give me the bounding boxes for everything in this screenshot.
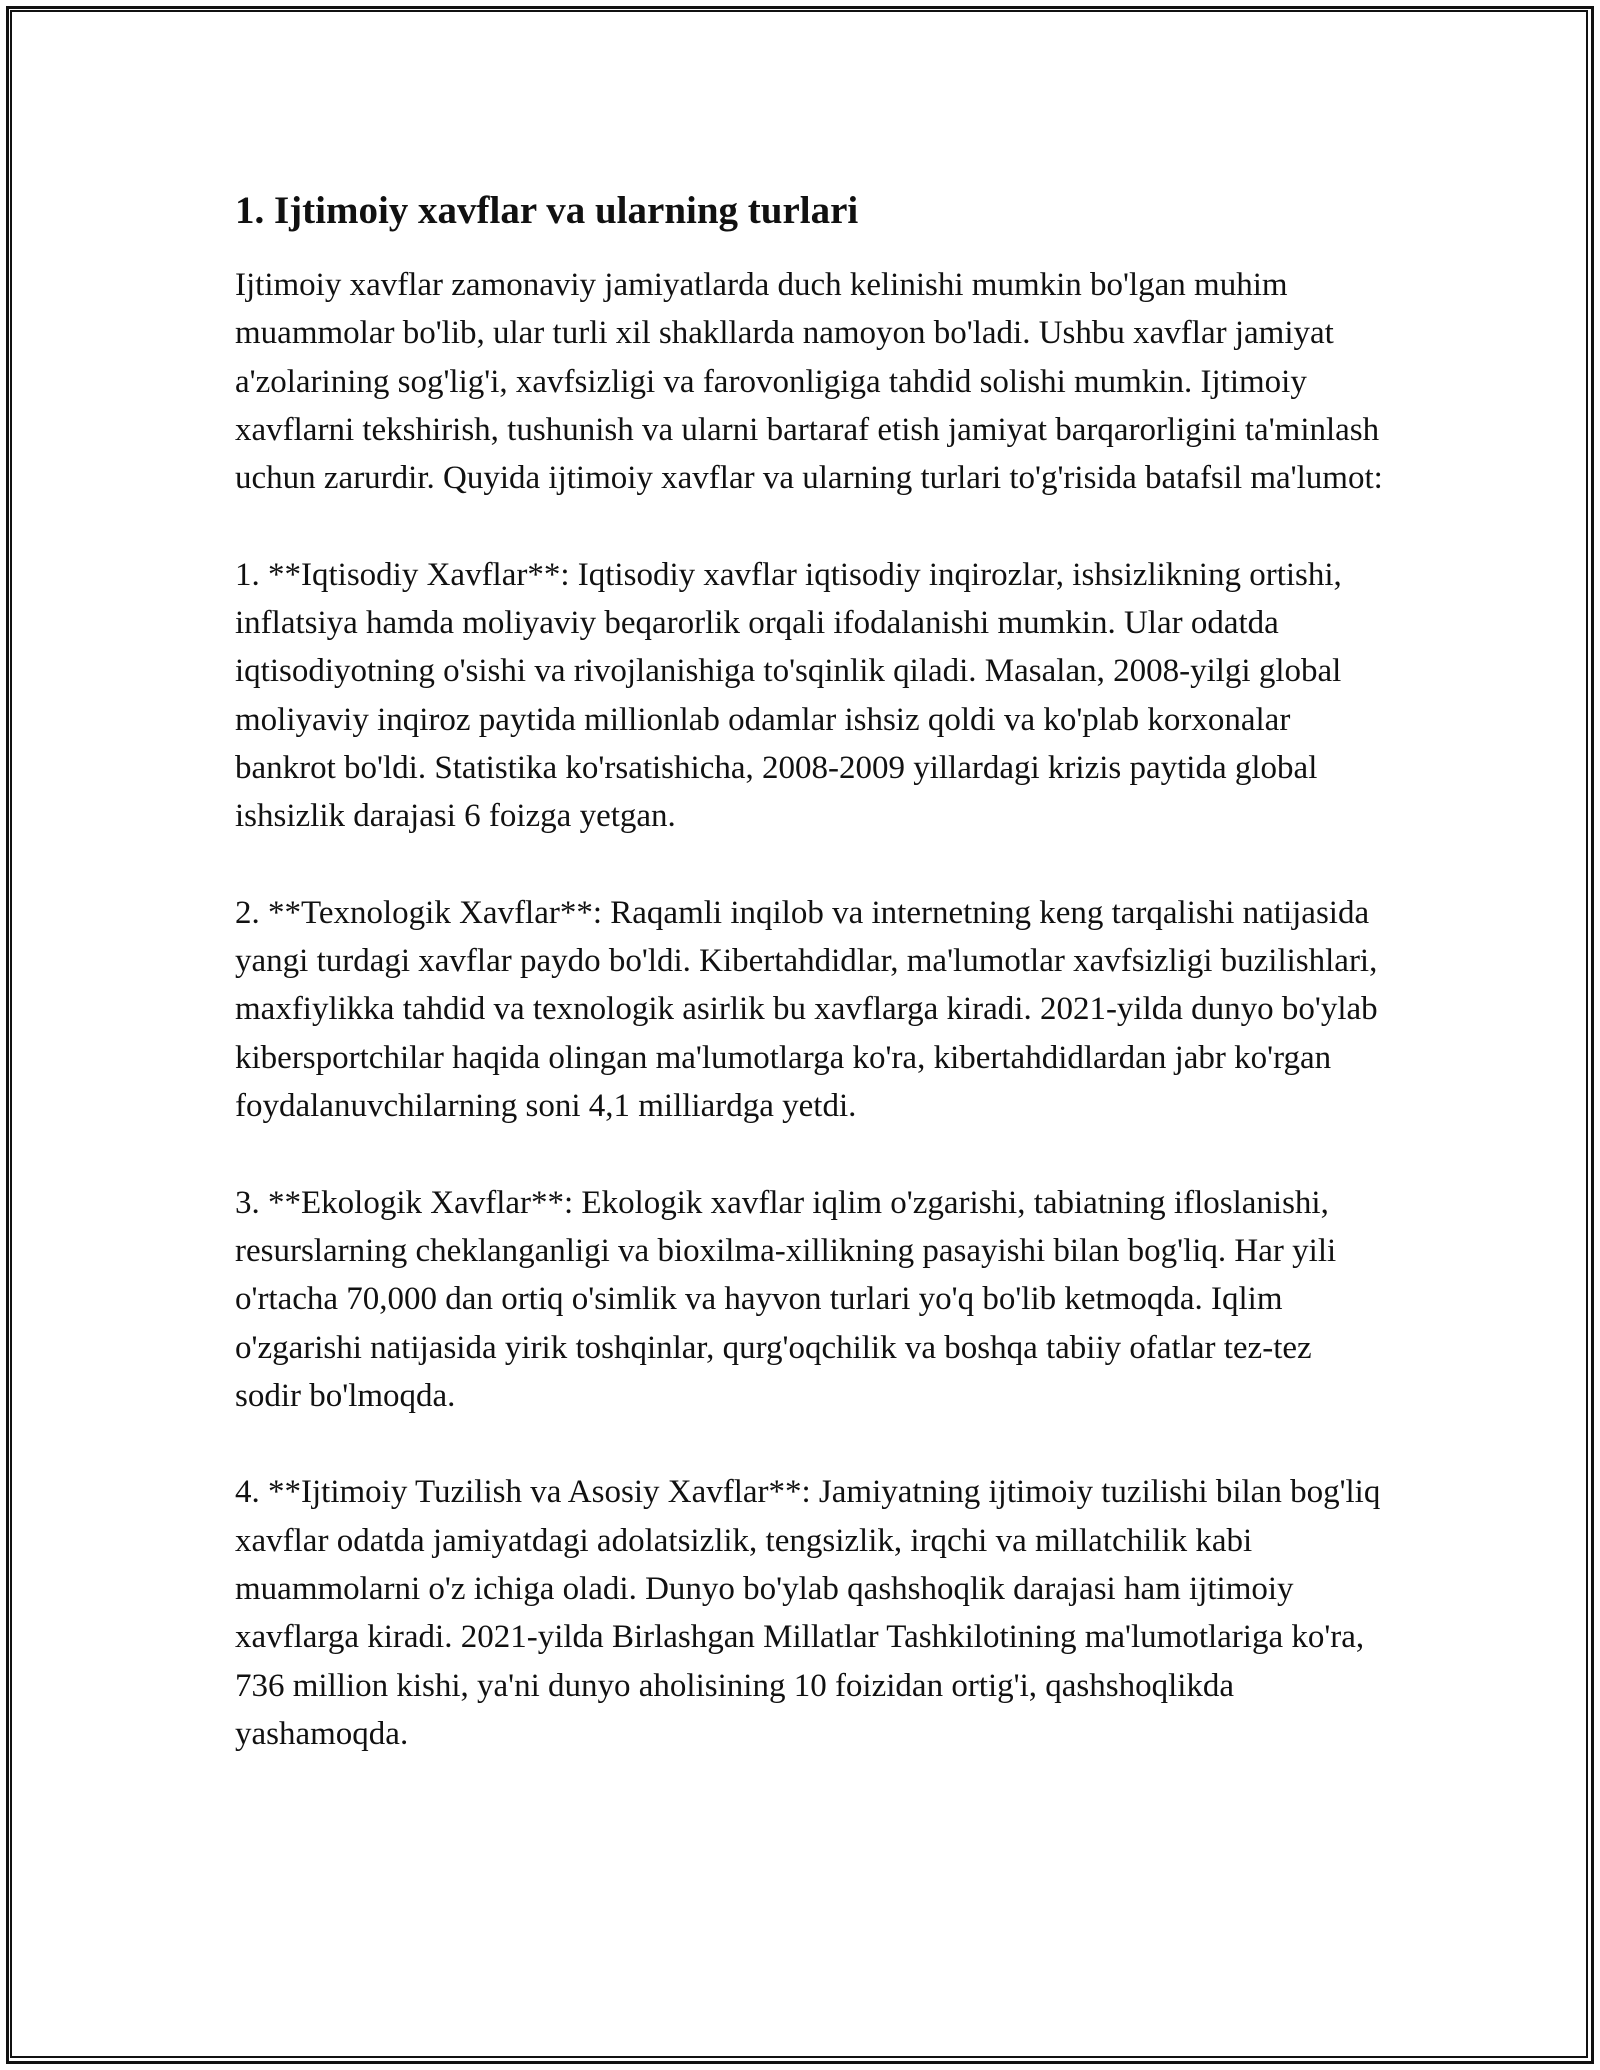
technological-risks-paragraph: 2. **Texnologik Xavflar**: Raqamli inqilob va internetning keng tarqalishi natijasida yangi turdagi xavflar paydo bo'ldi. Kibertahdidlar, ma'lumotlar xavfsizligi buzilishlari, maxfiylikka tahdid va texnologik asirlik bu xavflarga kiradi. 2021-yilda dunyo bo'ylab kibersportchilar haqida olingan ma'lumotlarga ko'ra, kibertahdidlardan jabr ko'rgan foydalanuvchilarning soni 4,1 milliardga yetdi. xyxy=(235,894,1378,1125)
ecological-risks-paragraph: 3. **Ekologik Xavflar**: Ekologik xavflar iqlim o'zgarishi, tabiatning ifloslanishi, resurslarning cheklanganligi va bioxilma-xillikning pasayishi bilan bog'liq. Har yili o'rtacha 70,000 dan ortiq o'simlik va hayvon turlari yo'q bo'lib ketmoqda. Iqlim o'zgarishi natijasida yirik toshqinlar, qurg'oqchilik va boshqa tabiiy ofatlar tez-tez sodir bo'lmoqda. xyxy=(235,1184,1337,1414)
document-body xyxy=(235,185,1385,1807)
section-heading: 1. Ijtimoiy xavflar va ularning turlari xyxy=(235,189,859,232)
economic-risks-paragraph: 1. **Iqtisodiy Xavflar**: Iqtisodiy xavflar iqtisodiy inqirozlar, ishsizlikning ortishi, inflatsiya hamda moliyaviy beqarorlik orqali ifodalanishi mumkin. Ular odatda iqtisodiyotning o'sishi va rivojlanishiga to'sqinlik qiladi. Masalan, 2008-yilgi global moliyaviy inqiroz paytida millionlab odamlar ishsiz qoldi va ko'plab korxonalar bankrot bo'ldi. Statistika ko'rsatishicha, 2008-2009 yillardagi krizis paytida global ishsizlik darajasi 6 foizga yetgan. xyxy=(235,556,1342,835)
intro-paragraph: Ijtimoiy xavflar zamonaviy jamiyatlarda duch kelinishi mumkin bo'lgan muhim muammolar bo'lib, ular turli xil shakllarda namoyon bo'ladi. Ushbu xavflar jamiyat a'zolarining sog'lig'i, xavfsizligi va farovonligiga tahdid solishi mumkin. Ijtimoiy xavflarni tekshirish, tushunish va ularni bartaraf etish jamiyat barqarorligini ta'minlash uchun zarurdir. Quyida ijtimoiy xavflar va ularning turlari to'g'risida batafsil ma'lumot: xyxy=(235,267,1383,497)
social-structure-risks-paragraph: 4. **Ijtimoiy Tuzilish va Asosiy Xavflar**: Jamiyatning ijtimoiy tuzilishi bilan bog'liq xavflar odatda jamiyatdagi adolatsizlik, tengsizlik, irqchi va millatchilik kabi muammolarni o'z ichiga oladi. Dunyo bo'ylab qashshoqlik darajasi ham ijtimoiy xavflarga kiradi. 2021-yilda Birlashgan Millatlar Tashkilotining ma'lumotlariga ko'ra, 736 million kishi, ya'ni dunyo aholisining 10 foizidan ortig'i, qashshoqlikda yashamoqda. xyxy=(235,1474,1381,1752)
